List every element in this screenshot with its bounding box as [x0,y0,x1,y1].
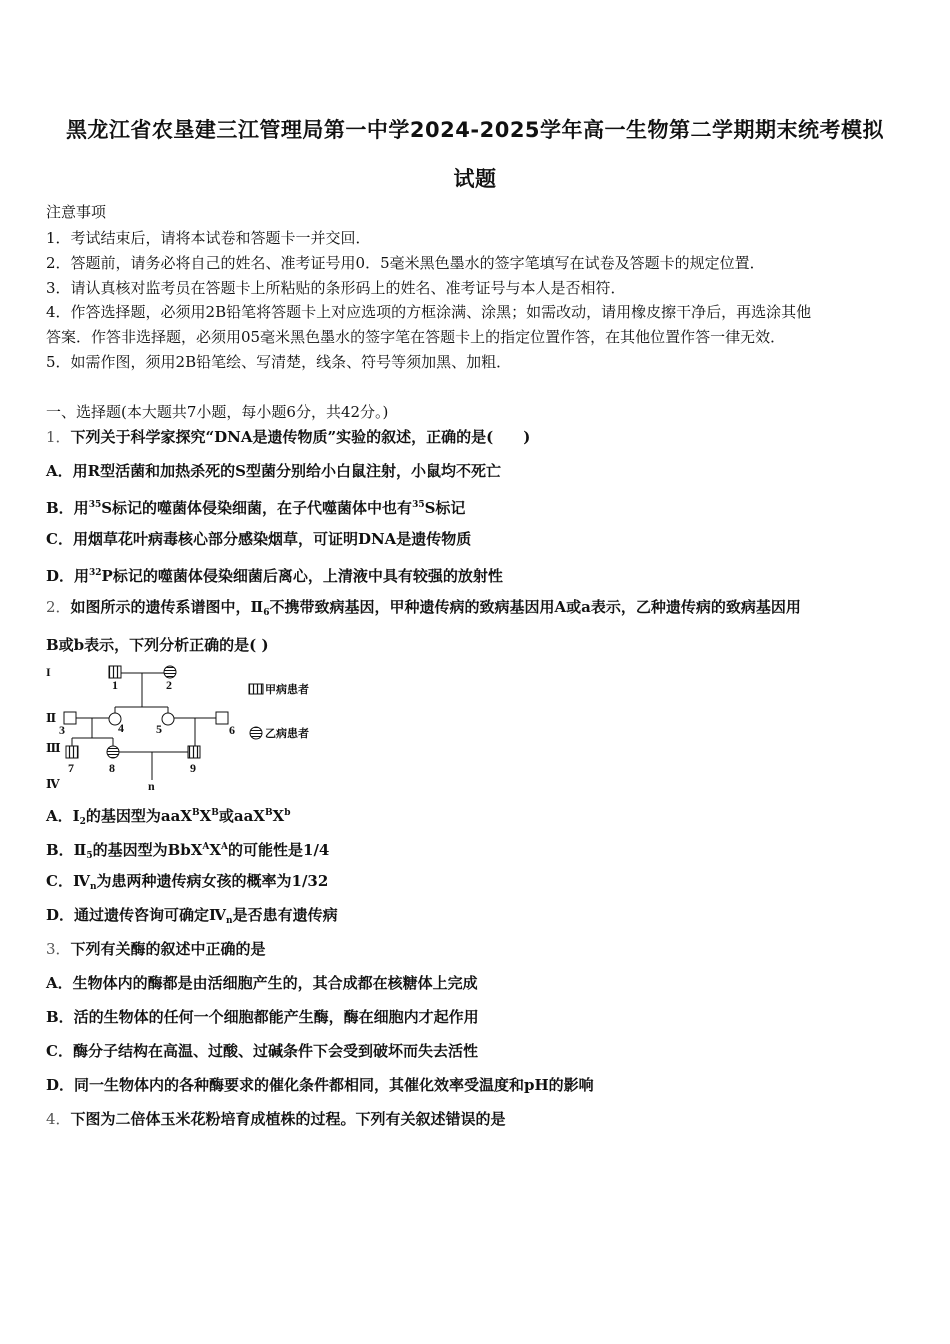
question-3-option-c: C．酶分子结构在高温、过酸、过碱条件下会受到破坏而失去活性 [46,1042,478,1060]
pedigree-individual-III9 [188,746,200,758]
notice-item-4: 4．作答选择题，必须用2B铅笔将答题卡上对应选项的方框涂满、涂黑；如需改动，请用橡皮擦干净后，再选涂其他 [46,303,812,321]
pedigree-number-3: 3 [59,723,65,737]
legend-disease-a-symbol [249,684,263,694]
question-2-stem-line2: B或b表示，下列分析正确的是( ) [46,636,269,654]
pedigree-number-5: 5 [156,722,162,736]
pedigree-number-2: 2 [166,678,172,692]
pedigree-number-n: n [148,779,155,793]
pedigree-individual-I1 [109,666,121,678]
notice-item-4-cont: 答案．作答非选择题，必须用05毫米黑色墨水的签字笔在答题卡上的指定位置作答，在其他位置作答一律无效． [46,328,786,346]
section-heading: 一、选择题(本大题共7小题，每小题6分，共42分。) [46,403,389,421]
question-3-option-a: A．生物体内的酶都是由活细胞产生的，其合成都在核糖体上完成 [46,974,478,992]
question-3-option-d: D．同一生物体内的各种酶要求的催化条件都相同，其催化效率受温度和pH的影响 [46,1076,594,1094]
exam-title-line1: 黑龙江省农垦建三江管理局第一中学2024-2025学年高一生物第二学期期末统考模拟 [65,118,885,142]
notice-item-5: 5．如需作图，须用2B铅笔绘、写清楚，线条、符号等须加黑、加粗． [46,353,512,371]
question-2-stem-line1: 2．如图所示的遗传系谱图中，$Ⅱ_6$不携带致病基因，甲种遗传病的致病基因用A或a表示，乙种遗传病的致病基因用 [46,598,801,618]
question-3-stem: 3．下列有关酶的叙述中正确的是 [46,940,266,958]
pedigree-number-6: 6 [229,723,235,737]
question-1-option-b: B．用$^{35}$S标记的噬菌体侵染细菌，在子代噬菌体中也有$^{35}$S标记 [46,499,466,517]
question-2-option-a: A．$Ⅰ_2$的基因型为$aaX^BX^B$或$aaX^BX^b$ [46,807,291,827]
question-4-number: 4． [46,1110,71,1128]
notice-heading: 注意事项 [46,203,107,221]
pedigree-number-8: 8 [109,761,115,775]
question-2-option-b: B．$Ⅱ_5$的基因型为$BbX^AX^A$的可能性是1/4 [46,841,330,861]
legend-disease-b-symbol [250,727,262,739]
question-1-option-c: C．用烟草花叶病毒核心部分感染烟草，可证明DNA是遗传物质 [46,530,472,548]
generation-label-3: Ⅲ [46,741,61,755]
question-3-number: 3． [46,940,71,958]
pedigree-individual-II5 [162,713,174,725]
question-1-text: 下列关于科学家探究“DNA是遗传物质”实验的叙述，正确的是( ) [70,428,531,446]
pedigree-individual-III7 [66,746,78,758]
pedigree-diagram [40,660,340,795]
generation-label-2: Ⅱ [46,711,57,725]
question-2-number: 2． [46,598,71,616]
legend-disease-a-label: 甲病患者 [265,683,309,696]
legend-disease-b-label: 乙病患者 [265,727,309,740]
notice-item-3: 3．请认真核对监考员在答题卡上所粘贴的条形码上的姓名、准考证号与本人是否相符． [46,279,626,297]
question-1-number: 1． [46,428,71,446]
exam-title-line2: 试题 [453,167,497,191]
pedigree-number-4: 4 [118,721,124,735]
notice-item-2: 2．答题前，请务必将自己的姓名、准考证号用0．5毫米黑色墨水的签字笔填写在试卷及答题卡的规定位置． [46,254,765,272]
question-4-stem: 4．下图为二倍体玉米花粉培育成植株的过程。下列有关叙述错误的是 [46,1110,506,1128]
pedigree-individual-I2 [164,666,176,678]
pedigree-number-7: 7 [68,761,74,775]
generation-label-4: Ⅳ [46,777,60,791]
pedigree-number-1: 1 [112,678,118,692]
pedigree-individual-II3 [64,712,76,724]
question-1-option-a: A．用R型活菌和加热杀死的S型菌分别给小白鼠注射，小鼠均不死亡 [46,462,501,480]
pedigree-individual-III8 [107,746,119,758]
pedigree-individual-II6 [216,712,228,724]
question-3-option-b: B．活的生物体的任何一个细胞都能产生酶，酶在细胞内才起作用 [46,1008,479,1026]
question-1-stem [46,427,530,447]
question-1-option-d: D．用$^{32}$P标记的噬菌体侵染细菌后离心，上清液中具有较强的放射性 [46,567,503,585]
question-2-option-c: C．$Ⅳ_n$为患两种遗传病女孩的概率为1/32 [46,872,329,892]
notice-item-1: 1．考试结束后，请将本试卷和答题卡一并交回． [46,229,371,247]
pedigree-number-9: 9 [190,761,196,775]
generation-label-1: I [46,665,51,679]
question-2-option-d: D．通过遗传咨询可确定$Ⅳ_n$是否患有遗传病 [46,906,338,926]
